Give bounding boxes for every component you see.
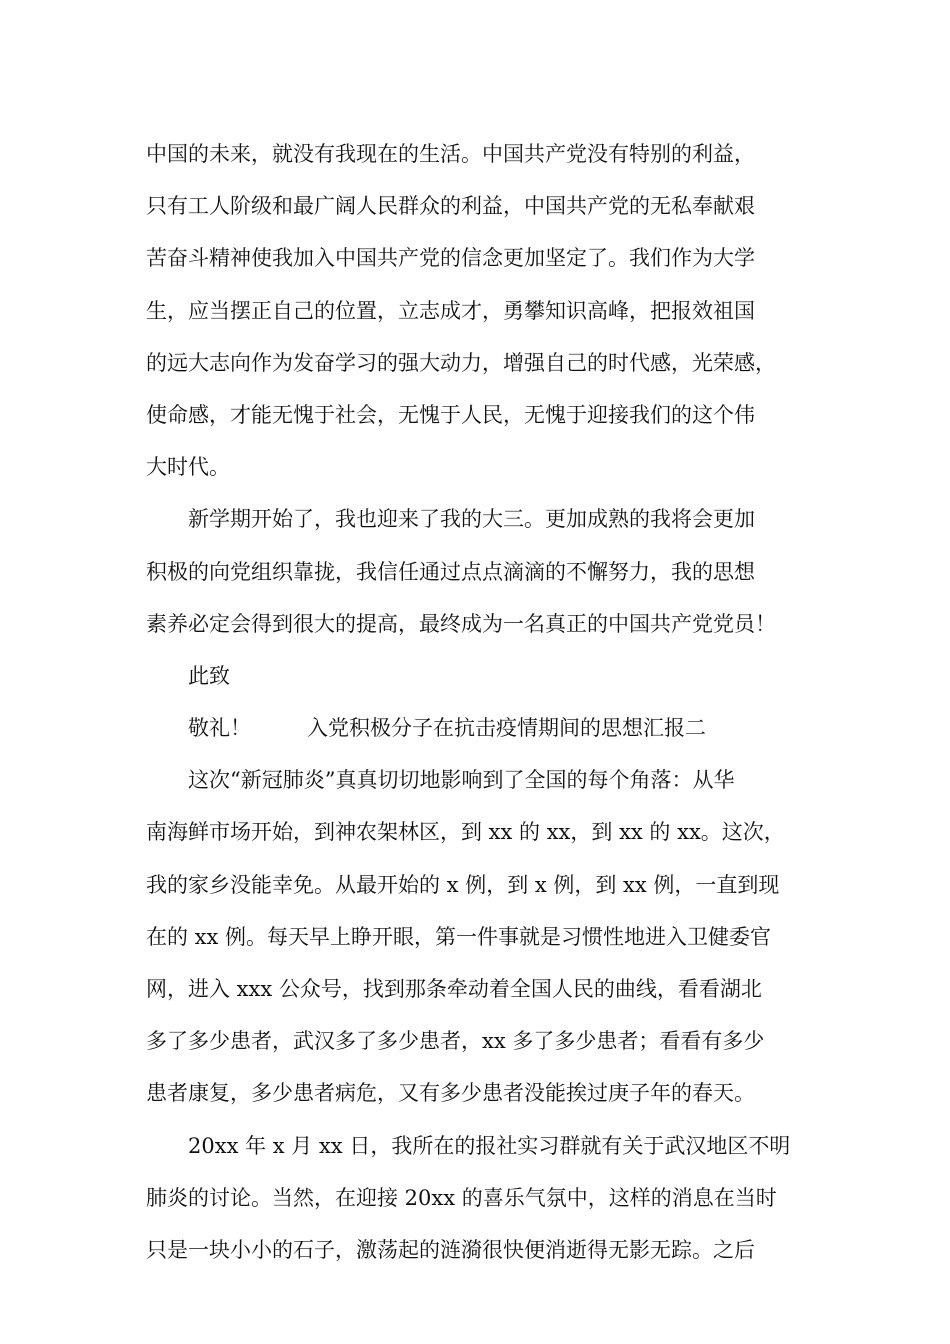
text-line: 这次“新冠肺炎”真真切切地影响到了全国的每个角落：从华 (188, 768, 735, 793)
text-line: 新学期开始了，我也迎来了我的大三。更加成熟的我将会更加 (188, 507, 755, 532)
paragraph-4 (146, 1120, 826, 1277)
text-line: 中国的未来，就没有我现在的生活。中国共产党没有特别的利益， (146, 142, 755, 166)
text-line: 积极的向党组织靠拢，我信任通过点点滴滴的不懈努力，我的思想 (146, 559, 755, 584)
text-line: 苦奋斗精神使我加入中国共产党的信念更加坚定了。我们作为大学 (146, 246, 755, 271)
text-line: 只是一块小小的石子，激荡起的涟漪很快便消逝得无影无踪。之后 (146, 1237, 755, 1262)
closing-line (146, 702, 826, 754)
text-line: 只有工人阶级和最广阔人民群众的利益，中国共产党的无私奉献艰 (146, 194, 755, 219)
text-line: 网，进入 xxx 公众号，找到那条牵动着全国人民的曲线，看看湖北 (146, 977, 762, 1001)
text-line: 多了多少患者，武汉多了多少患者，xx 多了多少患者；看看有多少 (146, 1029, 765, 1054)
text-line: 的远大志向作为发奋学习的强大动力，增强自己的时代感，光荣感， (146, 350, 776, 375)
text-line: 大时代。 (146, 455, 230, 480)
text-line: 南海鲜市场开始，到神农架林区，到 xx 的 xx，到 xx 的 xx。这次， (146, 820, 785, 845)
paragraph-3 (146, 754, 826, 1119)
section-title: 入党积极分子在抗击疫情期间的思想汇报二 (307, 716, 706, 741)
closing-salutation: 此致 (188, 663, 230, 688)
text-line: 素养必定会得到很大的提高，最终成为一名真正的中国共产党党员！ (146, 611, 776, 636)
closing-regards: 敬礼！ (188, 716, 251, 741)
document-body (146, 128, 826, 1276)
text-line: 在的 xx 例。每天早上睁开眼，第一件事就是习惯性地进入卫健委官 (146, 924, 772, 949)
text-line: 生，应当摆正自己的位置，立志成才，勇攀知识高峰，把报效祖国 (146, 298, 755, 323)
text-line: 肺炎的讨论。当然，在迎接 20xx 的喜乐气氛中，这样的消息在当时 (146, 1185, 777, 1210)
text-line: 20xx 年 x 月 xx 日，我所在的报社实习群就有关于武汉地区不明 (188, 1133, 791, 1158)
text-line: 患者康复，多少患者病危，又有多少患者没能挨过庚子年的春天。 (146, 1081, 755, 1106)
text-line: 我的家乡没能幸免。从最开始的 x 例，到 x 例，到 xx 例，一直到现 (146, 872, 780, 897)
text-line: 使命感，才能无愧于社会，无愧于人民，无愧于迎接我们的这个伟 (146, 402, 755, 427)
paragraph-2 (146, 493, 826, 650)
paragraph-1 (146, 128, 826, 493)
